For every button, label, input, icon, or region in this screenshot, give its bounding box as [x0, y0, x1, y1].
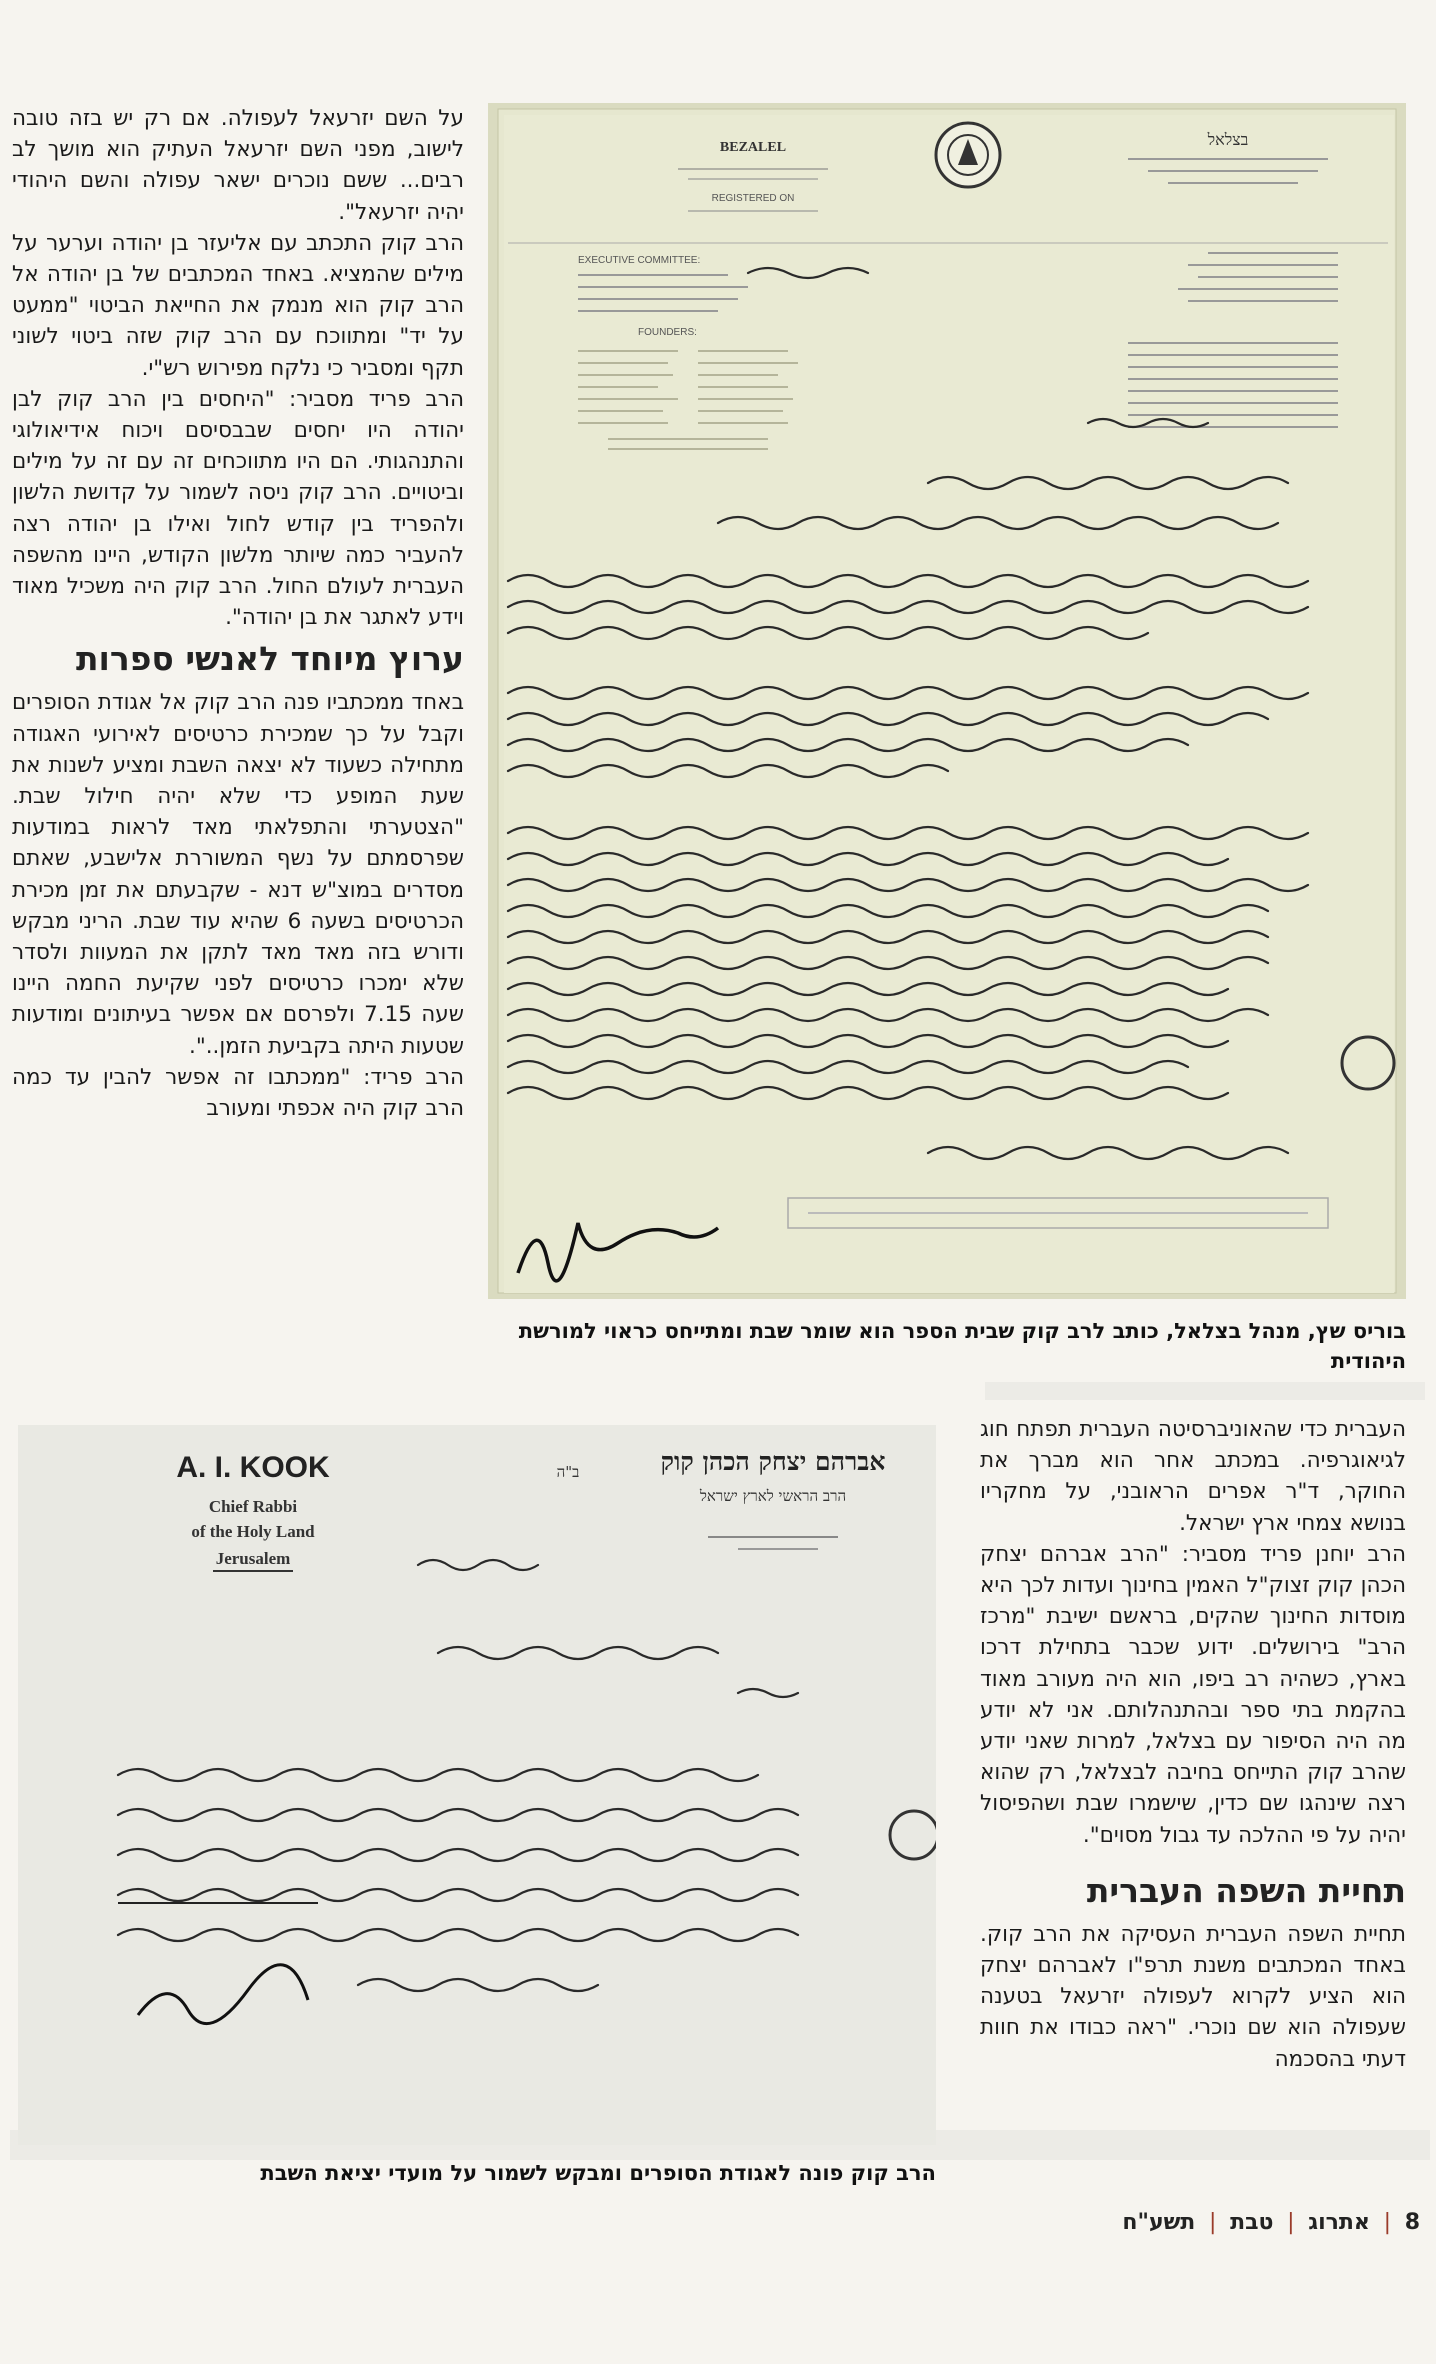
paragraph: על השם יזרעאל לעפולה. אם רק יש בזה טובה לישוב, מפני השם יזרעאל העתיק הוא מושך לב רבים... ששם נוכרים ישאר עפולה והשם היהודי יהיה יזרעאל".	[12, 106, 464, 225]
bezalel-letter-drawing	[488, 103, 1406, 1299]
paragraph: הרב יוחנן פריד מסביר: "הרב אברהם יצחק הכהן קוק זצוק"ל האמין בחינוך ועדות לכך היא מוסדות החינוך שהקים, בראשם ישיבת "מרכז הרב" בירושלים. ידוע שכבר בתחילת דרכו בארץ, כשהיה רב ביפו, הוא היה מעורב מאוד בהקמת בתי ספר ובהתנהלותם. אני לא יודע מה היה הסיפור עם בצלאל, למרות שאני יודע שהרב קוק התייחס בחיבה לבצלאל, רק שהוא רצה שינהגו שם כדין, שישמרו שבת ושהפיסול יהיה על פי ההלכה עד גבול מסוים".	[980, 1541, 1406, 1848]
letterhead-committee: EXECUTIVE COMMITTEE:	[578, 255, 701, 266]
letterhead-english-line: of the Holy Land	[191, 1522, 315, 1541]
section-heading: תחיית השפה העברית	[1086, 1870, 1406, 1910]
paragraph: הרב פריד: "ממכתבו זה אפשר להבין עד כמה הרב קוק היה אכפתי ומעורב	[12, 1064, 464, 1122]
letterhead-brand: BEZALEL	[719, 140, 787, 155]
kook-letter-image	[18, 1425, 936, 2145]
paragraph: הרב קוק התכתב עם אליעזר בן יהודה וערער על מילים שהמציא. באחד המכתבים של בן יהודה אל הרב קוק הוא מנמק את החייאת הביטוי "ממעט על יד" ומתווכח עם הרב קוק שזה ביטוי לשוני תקף ומסביר כי נלקח מפירוש רש"י.	[12, 230, 464, 381]
page-number: 8	[1404, 2210, 1420, 2235]
separator: |	[1383, 2210, 1392, 2235]
separator: |	[1209, 2210, 1217, 2235]
magazine-name: אתרוג	[1308, 2210, 1370, 2235]
photo-caption: בוריס שץ, מנהל בצלאל, כותב לרב קוק שבית הספר הוא שומר שבת ומתייחס כראוי למורשת היהודית	[518, 1319, 1406, 1373]
kook-letter-drawing	[18, 1425, 936, 2145]
letterhead-bh: ב"ה	[556, 1463, 580, 1481]
letterhead-hebrew-brand: בצלאל	[1207, 130, 1249, 149]
separator: |	[1287, 2210, 1295, 2235]
section-heading: ערוץ מיוחד לאנשי ספרות	[75, 639, 464, 679]
issue-year: תשע"ח	[1122, 2210, 1196, 2235]
letterhead-english-line: Chief Rabbi	[208, 1497, 298, 1516]
letterhead-hebrew-sub: הרב הראשי לארץ ישראל	[699, 1487, 847, 1505]
bezalel-letter-image	[488, 103, 1406, 1299]
page-footer	[1122, 2210, 1420, 2235]
paragraph: העברית כדי שהאוניברסיטה העברית תפתח חוג לגיאוגרפיה. במכתב אחר הוא מברך את החוקר, ד"ר אפרים הראובני, על מחקריו בנושא צמחי ארץ ישראל.	[980, 1417, 1406, 1536]
paragraph: תחיית השפה העברית העסיקה את הרב קוק. באחד המכתבים משנת תרפ"ו לאברהם יצחק הוא הציע לקרוא לעפולה יזרעאל בטענה שעפולה הוא שם נוכרי. "ראה כבודו את חוות דעתי בהסכמה	[980, 1921, 1406, 2072]
letterhead-registered: REGISTERED ON	[711, 193, 795, 204]
paragraph: באחד ממכתביו פנה הרב קוק אל אגודת הסופרים וקבל על כך שמכירת כרטיסים לאירועי האגודה מתחילה כשעוד לא יצאה השבת ומציע לשנות את שעת המופע כדי שלא יהיה חילול שבת. "הצטערתי והתפלאתי מאד לראות במודעות שפרסמתם על נשף המשוררת אלישבע, שאתם מסדרים במוצ"ש דנא - שקבעתם את זמן מכירת הכרטיסים בשעה 6 שהיא עוד שבת. הריני מבקש ודורש בזה מאד מאד לתקן את המעוות ולסדר שלא ימכרו כרטיסים לפני שקיעת החמה היינו שעה 7.15 ולפרסם אם אפשר בעיתונים ומודעות שטעות היתה בקביעת הזמן..".	[12, 690, 464, 1059]
letterhead-english-line: Jerusalem	[215, 1549, 291, 1568]
ghost-band-top	[985, 1382, 1425, 1400]
paragraph: הרב פריד מסביר: "היחסים בין הרב קוק לבן יהודה היו יחסים שבבסיסם ויכוח אידיאולוגי והתנהגותי. הם היו מתווכחים זה עם זה על מילים וביטויים. הרב קוק ניסה לשמור על קדושת הלשון ולהפריד בין קודש לחול ואילו בן יהודה רצה להעביר כמה שיותר מלשון הקודש, היינו מהשפה העברית לעולם החול. הרב קוק היה משכיל מאוד וידע לאתגר את בן יהודה".	[12, 386, 464, 631]
letterhead-english-title: A. I. KOOK	[176, 1451, 330, 1484]
letterhead-founders: FOUNDERS:	[638, 327, 697, 338]
photo-caption: הרב קוק פונה לאגודת הסופרים ומבקש לשמור על מועדי יציאת השבת	[260, 2161, 936, 2185]
issue-month: טבת	[1230, 2210, 1274, 2235]
left-text-column	[12, 103, 464, 1124]
letterhead-hebrew-name: אברהם יצחק הכהן קוק	[660, 1447, 886, 1476]
right-text-column	[980, 1414, 1406, 2075]
